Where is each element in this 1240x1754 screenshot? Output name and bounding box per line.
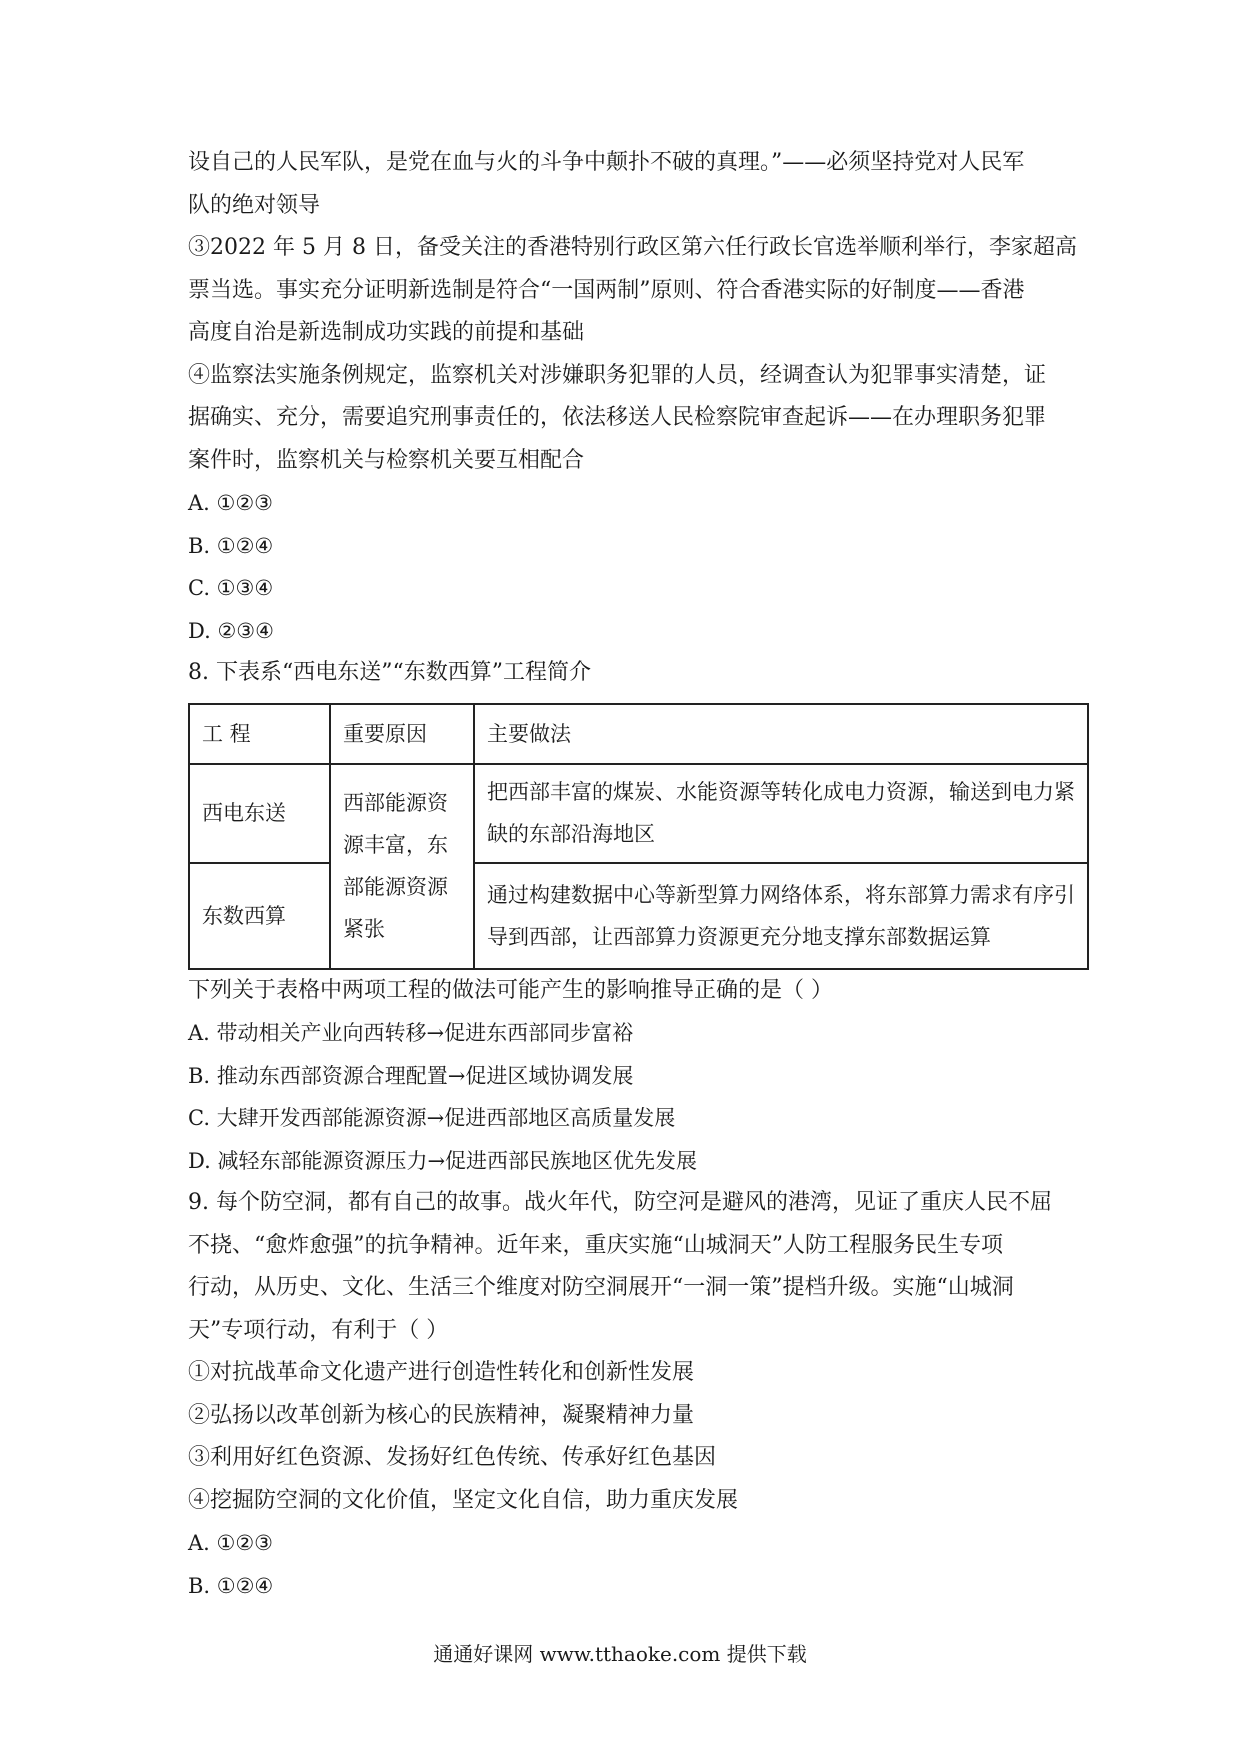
statement-1: ①对抗战革命文化遗产进行创造性转化和创新性发展	[188, 1360, 695, 1385]
header-practice: 主要做法	[474, 704, 1088, 764]
statement-3: ③利用好红色资源、发扬好红色传统、传承好红色基因	[188, 1445, 717, 1470]
practice-text: 通过构建数据中心等新型算力网络体系，将东部算力需求有序引导到西部，让西部算力资源更充分地支撑东部数据运算	[487, 882, 1075, 949]
option-a: A. ①②③	[188, 491, 273, 515]
text-line: 票当选。事实充分证明新选制是符合“一国两制”原则、符合香港实际的好制度——香港	[188, 277, 1025, 303]
option-d: D. 减轻东部能源资源压力→促进西部民族地区优先发展	[188, 1148, 698, 1173]
text-line: ④监察法实施条例规定，监察机关对涉嫌职务犯罪的人员，经调查认为犯罪事实清楚，证	[188, 362, 1047, 388]
header-reason: 重要原因	[330, 704, 474, 764]
option-a: A. ①②③	[188, 1531, 273, 1555]
option-a: A. 带动相关产业向西转移→促进东西部同步富裕	[188, 1021, 634, 1045]
statement-4: ④挖掘防空洞的文化价值，坚定文化自信，助力重庆发展	[188, 1487, 739, 1513]
question-8	[188, 652, 1088, 1182]
option-c: C. 大肆开发西部能源资源→促进西部地区高质量发展	[188, 1106, 676, 1130]
text-line: 设自己的人民军队，是党在血与火的斗争中颠扑不破的真理。”——必须坚持党对人民军	[188, 150, 1025, 175]
cell-project: 西电东送	[189, 764, 330, 863]
page-footer: 通通好课网 www.tthaoke.com 提供下载	[433, 1642, 807, 1666]
text-line: 9. 每个防空洞，都有自己的故事。战火年代，防空河是避风的港湾，见证了重庆人民不屈	[188, 1190, 1052, 1215]
header-project: 工 程	[189, 704, 330, 764]
text-line: 天”专项行动，有利于（ ）	[188, 1317, 449, 1343]
table-row	[189, 764, 1088, 863]
table-header-row	[189, 704, 1088, 764]
practice-text: 把西部丰富的煤炭、水能资源等转化成电力资源，输送到电力紧缺的东部沿海地区	[487, 780, 1075, 846]
text-line: 不挠、“愈炸愈强”的抗争精神。近年来，重庆实施“山城洞天”人防工程服务民生专项	[188, 1232, 1003, 1258]
text-line: 案件时，监察机关与检察机关要互相配合	[188, 447, 585, 473]
cell-project: 东数西算	[189, 863, 330, 969]
question-9	[188, 1182, 1088, 1607]
option-b: B. ①②④	[188, 1573, 274, 1598]
cell-shared-reason	[330, 764, 474, 969]
statement-2: ②弘扬以改革创新为核心的民族精神，凝聚精神力量	[188, 1402, 695, 1428]
text-line: ③2022 年 5 月 8 日，备受关注的香港特别行政区第六任行政长官选举顺利举行，李家超高	[188, 235, 1077, 260]
document-body	[188, 142, 1088, 1607]
cell-practice	[474, 863, 1088, 969]
question-text: 下列关于表格中两项工程的做法可能产生的影响推导正确的是（ ）	[188, 977, 833, 1003]
option-d: D. ②③④	[188, 618, 274, 643]
text-line: 行动，从历史、文化、生活三个维度对防空洞展开“一洞一策”提档升级。实施“山城洞	[188, 1275, 1014, 1300]
question-7-continuation	[188, 142, 1088, 652]
shared-reason-text: 西部能源资源丰富，东部能源资源紧张	[343, 791, 448, 941]
text-line: 高度自治是新选制成功实践的前提和基础	[188, 320, 585, 345]
table-row	[189, 863, 1088, 969]
question-stem: 8. 下表系“西电东送”“东数西算”工程简介	[188, 660, 591, 685]
text-line: 据确实、充分，需要追究刑事责任的，依法移送人民检察院审查起诉——在办理职务犯罪	[188, 405, 1047, 430]
cell-practice	[474, 764, 1088, 863]
project-table	[188, 703, 1089, 970]
option-b: B. ①②④	[188, 533, 274, 558]
option-b: B. 推动东西部资源合理配置→促进区域协调发展	[188, 1063, 634, 1088]
option-c: C. ①③④	[188, 576, 274, 600]
text-line: 队的绝对领导	[188, 192, 321, 218]
